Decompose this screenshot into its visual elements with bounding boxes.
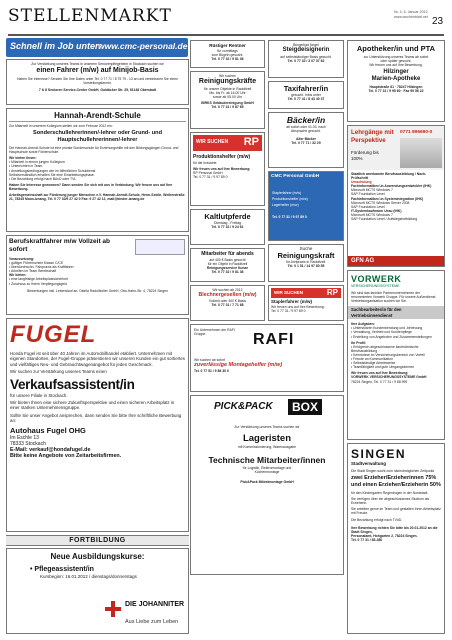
ad-contact: Arbeitsgemeinschaft zur Förderung junger Menschen e.V. Hannah-Arendt-Schule, Herm-Seidle, Weiherstraße 21, 78345 Moos-Iznang, Tel. 0 77 32/9 27 42 0 Fax: 9 27 42 12, mail@kinder-iznang.de (9, 193, 185, 202)
issue-info: Nr. 4, 6. Januar 2012 (394, 10, 428, 14)
ad-phone: Tel. 0 77 71 / 32 29 (291, 141, 321, 146)
johanniter-cross-icon (105, 601, 121, 617)
ad-line: Küchenmontage (254, 470, 280, 475)
ad-vorwerk (347, 270, 445, 440)
ad-line: mit Kommissionierung, Warenausgabe (237, 445, 297, 450)
ad-line: • Zuschuss zu Ihrem Verpflegungsgeld (9, 281, 67, 286)
ad-company: Pick&Pack Möbelmontage GmbH (240, 480, 294, 485)
ad-apotheke (347, 40, 445, 122)
ad-line: Sie verfügen über ein abgeschlossenes Studium als Erzieherin. (351, 497, 430, 506)
ad-company: Reinigungsservice Kunze (206, 265, 249, 270)
ad-contact: Bewerbungen inkl. Lebenslauf an: Ostrila Radolfzeller GmbH, Otto-Hahn-Str. 4, 78224 Singen (27, 288, 168, 293)
ad-line: Vollzeit oder 400 € Basis (208, 299, 247, 304)
ad-line: sowie ab 05.00 Uhr (212, 94, 243, 99)
ad-body: Wir bieten Ihnen eine sichere Zukunftsperspektive und einen sicheren Arbeitsplatz in einer starken Unternehmensgruppe. (10, 400, 175, 411)
singen-sub: Stadtverwaltung (351, 461, 387, 466)
course-line: Fachinformatiker/-in Anwendungsentwickler (IHK) (351, 184, 432, 189)
vorwerk-logo: VORWERK (351, 274, 402, 284)
course-line: SAP Foundation Level / Aufstiegsfortbildung (351, 217, 418, 222)
ad-line: Wir freuen uns auf Ihre Bewerbung: (351, 371, 409, 376)
ad-line: Dienstag - Freitag (214, 221, 241, 225)
ad-line: Ihre Bewerbung richten Sie bitte bis 20.01.2012 an die Stadt Singen, (351, 525, 438, 534)
ad-headline: Lehrgänge mit Perspektive (351, 129, 394, 144)
ad-line: • gültiger Führerschein Klasse C/CE (9, 261, 64, 266)
ad-phone: Tel. 0 77 31 / 85-380 (351, 537, 383, 542)
rp-header (271, 288, 341, 298)
ad-line: Produktionshelfer (m/w) (272, 197, 308, 202)
ad-rp-personal-2 (268, 285, 344, 321)
ad-intro: Die Stadt Singen sucht zum nächstmöglichen Zeitpunkt (351, 469, 435, 473)
ad-rafi (190, 324, 344, 392)
ad-phone: Tel. 0 77 32 / 9 24 61 (211, 225, 244, 230)
ad-johanniter (6, 548, 189, 634)
website-url[interactable]: www.wochenblatt.net (394, 15, 428, 19)
ad-line: • Selbstständige Arbeitsweise (351, 361, 396, 366)
ad-company: BIRKS Gebäudereinigung GmbH (201, 100, 254, 105)
ad-headline: Lageristen (242, 433, 292, 445)
ad-line: Wir suchen ab sofort (194, 358, 226, 363)
course-line: Fachinformatiker/-in Systemintegration (IHK) (351, 196, 424, 201)
banner-slogan: Schnell im Job unter: (10, 41, 102, 51)
ad-line: auf 400 € Basis gesucht (209, 257, 246, 262)
ad-intro: Zur Mitarbeit in unserem Kollegium stellen wir zum Februar 2012 ein: (9, 124, 113, 128)
ad-truck-driver (6, 235, 189, 315)
header-rule (8, 34, 444, 36)
pick-pack-logo (194, 399, 340, 421)
ad-headline: Reinigungskraft (277, 251, 335, 261)
rp-logo: RP (326, 288, 338, 297)
ad-body: Haben Sie Interesse? Senden Sie Ihre Daten unter Tel. 0 77 71 / 8 75 79 - 13 an und vereinbaren Sie einen Vorstellungstermin. (16, 77, 179, 86)
ad-subline: Wir suchen zur Verstärkung unseres Teams einen (10, 369, 107, 375)
rp-logo: RP (243, 136, 259, 148)
ad-headline: zwei Erzieher/Erzieherinnen 75% und einen Erzieher/Erzieherin 50% (351, 475, 441, 489)
benefit-item: Selbstverständlich erhalten Sie eine Einarbeitungsphase. (9, 172, 95, 177)
ad-headline: Sonderschullehrerinnen/-lehrer oder Grund- und Hauptschullehrerinnen/-lehrer (33, 130, 162, 144)
course-dates: Kursbeginn: 16.01.2012 / dienstags/donnerstags (40, 574, 137, 579)
ad-phone: Tel. 0 77 31 / 9 97 89 0 (272, 215, 307, 220)
ad-intro: Zur Verstärkung unseres Teams in unserem Seniorenpflegeheim in Stockach suchen wir (31, 62, 164, 66)
ad-kaltblut (190, 209, 265, 245)
pharmacy-name: Hilzinger (383, 69, 409, 76)
section-label: FORTBILDUNG (69, 537, 126, 544)
ad-line: • Verwaltung, Vertrieb und Kundenpflege (351, 330, 412, 335)
ad-headline: CMC Personal GmbH (271, 174, 320, 179)
ad-line: für ein Objekt in Radolfzell (207, 261, 248, 266)
ad-headline: Steigdeisignerin (282, 47, 330, 54)
ad-phone: 78224 Singen, Tel. 0 77 31 / 9 88 999 (351, 379, 408, 384)
ad-headline: einen Fahrer (m/w) auf Minijob-Basis (36, 67, 159, 75)
benefit-item: • Anstellungsbedingungen wie im öffentlichen Schuldienst (9, 168, 96, 173)
ad-phone: Tel. 0 77 41 / 8 43 40 37 (287, 97, 325, 102)
rp-wir-suchen: WIR SUCHEN (274, 290, 303, 295)
benefits-title: Wir bieten Ihnen: (9, 156, 37, 161)
rp-wir-suchen: WIR SUCHEN (196, 139, 229, 145)
ad-line: für Arztpraxis in Radolfzell. (285, 260, 327, 265)
funding-badge: Förderung bis 100% (351, 150, 379, 161)
ad-company: VORWERK VERSICHERUNGSSYSTEME GmbH (351, 375, 427, 380)
person-photo (400, 138, 442, 168)
singen-logo: SINGEN (351, 447, 407, 461)
ad-line: Personalamt, Hohgarten 2, 78224 Singen. (351, 533, 418, 538)
course-line: SAP Foundation Level (351, 204, 385, 209)
ad-footer: 7 & 8 Senioren Service-Center GmbH, Goldäcker Str. 25, 61148 Oberstadt (38, 88, 157, 93)
ad-body: Die Hannah-Arendt-Schule ist eine private Sonderschule für Erziehungshilfe mit den Bildungsgängen Grund- und Hauptschule sowie Förderschule. (9, 146, 179, 155)
rafi-logo: RAFI (253, 331, 295, 348)
ad-pre: Suche (299, 247, 313, 251)
company-logo (135, 239, 185, 255)
gfn-phone: 0771 896690-0 (400, 130, 433, 135)
ad-line: Ein Unternehmen der RAFI Gruppe (194, 328, 235, 337)
course-line: SAP Foundation Level (351, 192, 385, 197)
vorwerk-sub: VERSICHERUNGSSYSTEME (351, 284, 400, 288)
ad-phone: Tel. 0 1 51 / 14 97 80 55 (287, 264, 325, 269)
ad-note: Bitte keine Angebote von Zeitarbeitsfirmen. (10, 453, 122, 460)
johanniter-claim: Aus Liebe zum Leben (125, 619, 179, 625)
ad-headline: Neue Ausbildungskurse: (50, 552, 145, 561)
course-line: Staatlich anerkannte Berufsausbildung / Nach-Prüfschritt (351, 172, 427, 181)
ad-line: auf selbstständiger Basis gesucht. (280, 54, 332, 59)
ad-line: • Freude an Kommunikation (351, 357, 393, 362)
course-line: IT-Systemkaufmann /-frau (IHK) (351, 208, 402, 213)
ad-line: • überdurchschn. Fahrpraxis als Kraftfahrer (9, 265, 74, 270)
ad-headline: zuverlässige Montagehelfer (m/w) (194, 362, 283, 369)
ad-rp-personal-1 (190, 132, 265, 206)
ad-line: Mo. bis Fr. ab 16.00 Uhr (209, 90, 246, 95)
course-line: Umschulung (351, 180, 372, 185)
fugel-logo: FUGEL (10, 321, 97, 348)
ad-line: Voraussetzung: (9, 257, 35, 261)
ad-pre: Wir suchen (219, 74, 236, 78)
ad-baker (268, 112, 344, 168)
ad-line: ab sofort oder 01.03. nach (286, 125, 326, 129)
ad-headline: Mitarbeiter für abends (201, 251, 254, 257)
ad-phone: Tel. 0 77 41 / 9 87 65 (211, 104, 244, 109)
ad-body: Sollte Sie unser Angebot ansprechen, dann senden Sie bitte Ihre schriftliche Bewerbung an: (10, 412, 182, 424)
gfn-top (348, 126, 444, 170)
ad-cmc-personal (268, 171, 344, 241)
ad-line: oder später gesucht. (380, 59, 412, 64)
ad-line: Wir suchen ab 2012 (212, 288, 243, 292)
ad-line: für Logistik, Elektromontage und (242, 466, 292, 471)
ad-line: für unsere Objekte in Radolfzell (203, 86, 252, 91)
ad-line: Sie arbeiten gerne im Team und gestalten Ihren Arbeitsplatz mit Freude. (351, 507, 441, 516)
ad-headline: Taxifahrer/in (283, 84, 329, 93)
gfn-body (348, 170, 444, 223)
company-address: Im Eschle 13 78333 Stockach (10, 434, 46, 447)
school-name: Hannah-Arendt-Schule (9, 111, 186, 122)
ad-headline: Blechnergesellen (m/w) (198, 292, 257, 299)
ad-line: Wir freuen uns auf Ihre Bewerbung: (271, 304, 325, 309)
ad-line: RP Personal GmbH (193, 170, 223, 175)
gfn-footer (348, 256, 445, 266)
ad-line: gesucht. Infos unter (291, 93, 321, 97)
ad-phone: Tel. 0 77 32 / 9 81 36 (211, 269, 244, 274)
ad-line: für den Kindergarten Regenbogen in der Nordstadt. (351, 491, 429, 496)
company-name: Autohaus Fugel OHG (10, 425, 86, 435)
ad-driver-minijob (6, 59, 189, 105)
ad-body: Honda Fugel ist seit über 40 Jahren im Automobilhandel etabliert. Unternehmen mit eigenen Standorten, der Fugel-Gruppe präsentieren wir unseren Kunden ein gut sortiertes und vielfältiges Neu- und Gebrauchtwagenangebot für jeden Geschmack. (10, 351, 185, 367)
ad-phone: Tel. 0 77 51 / 9 88 30 0 (194, 369, 229, 374)
ad-evening-staff (190, 248, 265, 282)
ad-headline: Technische Mitarbeiter/innen (208, 455, 326, 466)
course-line: Microsoft MCTS Windows 7 (351, 212, 393, 217)
ad-cleaners-birks (190, 71, 265, 129)
benefit-item: • Unterrichten in Team (9, 164, 43, 169)
ad-line: zur Unterstützung unseres Teams ab sofort (363, 55, 429, 59)
ad-line: Die Bezahlung erfolgt nach TVöD. (351, 517, 403, 522)
ad-stage-designer (268, 40, 344, 78)
ad-phone: Tel. 0 77 31 / 7 71 68 (211, 303, 244, 308)
ad-line: Wir freuen uns auf Ihre Bewerbung: (193, 166, 251, 171)
ad-cleaner-practice (268, 244, 344, 282)
ad-company: Alter Bäcker (296, 137, 316, 142)
pharmacy-phone: Tel. 0 77 31 / 9 95 60 · Fax 99 56 22 (368, 89, 424, 94)
ad-location: für unsere Filiale in Stockach. (10, 392, 68, 398)
ad-plumber (190, 285, 265, 321)
ad-taxi-driver (268, 81, 344, 109)
pharmacy-address: Hauptstraße 61 · 78247 Hilzingen (369, 85, 423, 90)
johanniter-logo-text: DIE JOHANNITER (125, 601, 185, 608)
company-email[interactable]: E-Mail: verkauf@hondafugel.de (10, 446, 91, 453)
ad-line: • eine langfristige Arbeitsplatzsicherheit (9, 277, 68, 282)
course-line: Microsoft MCTS Windows 7 (351, 188, 393, 193)
ad-call-to-action: Haben Sie Interesse gewonnen? Dann senden Sie sich mit uns in Verbindung. Wir freuen uns auf Ihre Bewerbung. (9, 182, 173, 191)
ad-line: • Erstellung von Angeboten und Zusammenstellungen (351, 334, 432, 339)
ad-phone: Tel. 0 77 31 / 9 97 89 0 (271, 308, 306, 313)
benefit-item: • Die Bezahlung erfolgt nach BAvD oder TVL (9, 176, 77, 181)
ad-intro: Zur Verstärkung unseres Teams suchen wir (234, 425, 300, 429)
ad-headline: Bäcker/in (286, 115, 326, 125)
ad-line: • Kenntnisse im Versicherungsbereich von Vorteil (351, 352, 425, 357)
ad-gfn-lehrgaenge (347, 125, 445, 267)
rp-header (193, 135, 262, 151)
ad-line: Wir freuen uns auf Ihre Bewerbung. (369, 63, 423, 68)
ad-phone: Tel. 0 77 32 / 9 81 36 (211, 56, 244, 61)
ad-hannah-arendt-school (6, 108, 189, 232)
ad-headline: Rüstiger Rentner (209, 43, 246, 48)
ad-intro: Wir sind das fachlich Partnerunternehmen der renommierten Vorwerk Gruppe. Für unsere Außendienst Vertriebsorganisation suchen wir Sie. (351, 291, 436, 304)
course-item: • Pflegeassistent/in (30, 566, 94, 573)
pharmacy-name: Marien-Apotheke (371, 76, 421, 83)
page-number: 23 (432, 16, 444, 27)
ad-line: Absprache gesucht. (291, 129, 321, 134)
section-fortbildung (6, 535, 189, 546)
ad-headline: Berufskraftfahrer m/w Vollzeit ab sofort (9, 238, 111, 253)
ad-pensioner (190, 40, 265, 68)
ad-line: • Erfolgreich abgeschlossene kaufmännische Berufsausbildung (351, 344, 419, 353)
ad-line: Lagerhelfer (m/w) (272, 203, 299, 208)
benefit-item: • Mitarbeit in einem jungen Kollegium (9, 160, 65, 165)
ad-headline: Reinigungskräfte (198, 78, 257, 86)
ad-headline: Produktionshelfer (m/w) (193, 154, 251, 160)
ad-headline: Apotheker/in und PTA (356, 44, 436, 53)
ad-line: für die Industrie. (193, 160, 218, 165)
ad-line: Wir bieten: (9, 273, 27, 278)
ad-phone: Tel. 0 77 31 / 9 97 89 0 (193, 174, 228, 179)
ad-line: zum Bügeln gesucht. (211, 52, 244, 57)
ad-pre: Bürgerbad Nogel (293, 43, 319, 47)
ad-line: Staplerfahrer (m/w) (272, 191, 302, 195)
ad-line: Ihre Aufgaben: (351, 322, 375, 327)
page-title: STELLENMARKT (8, 6, 172, 26)
ad-line: für vormittags (217, 48, 238, 53)
ad-phone: Tel. 0 77 32 / 3 07 37 62 (287, 58, 325, 63)
ad-autohaus-fugel (6, 318, 189, 532)
ad-headline: Staplerfahrer (m/w) (271, 299, 313, 304)
ad-stadt-singen (347, 443, 445, 634)
box-logo-text: BOX (288, 399, 322, 415)
cmc-banner[interactable] (6, 38, 188, 57)
ad-line: Ihr Profil: (351, 340, 367, 345)
page-header (8, 6, 444, 32)
course-line: Microsoft MCTS Windows Server 2008 (351, 200, 410, 205)
ad-line: • Unterstützen Kundenberatung und -betreuung (351, 326, 423, 331)
ad-headline: Kaltlutpferde (204, 212, 251, 221)
pick-pack-logo-text: PICK&PACK (214, 401, 273, 412)
gfn-logo: GFN AG (351, 257, 375, 264)
ad-line: • Arbeiten im Team Bereitschaft (9, 269, 57, 274)
ad-pick-and-pack (190, 395, 344, 575)
banner-url[interactable]: www.cmc-personal.de (98, 41, 188, 51)
position-bar: Sachbearbeiter/in für den Vertriebsinnendienst (348, 306, 444, 319)
ad-headline: Verkaufsassistent/in (10, 376, 135, 392)
ad-line: • Teamfähigkeit und gute Umgangsformen (351, 365, 415, 370)
